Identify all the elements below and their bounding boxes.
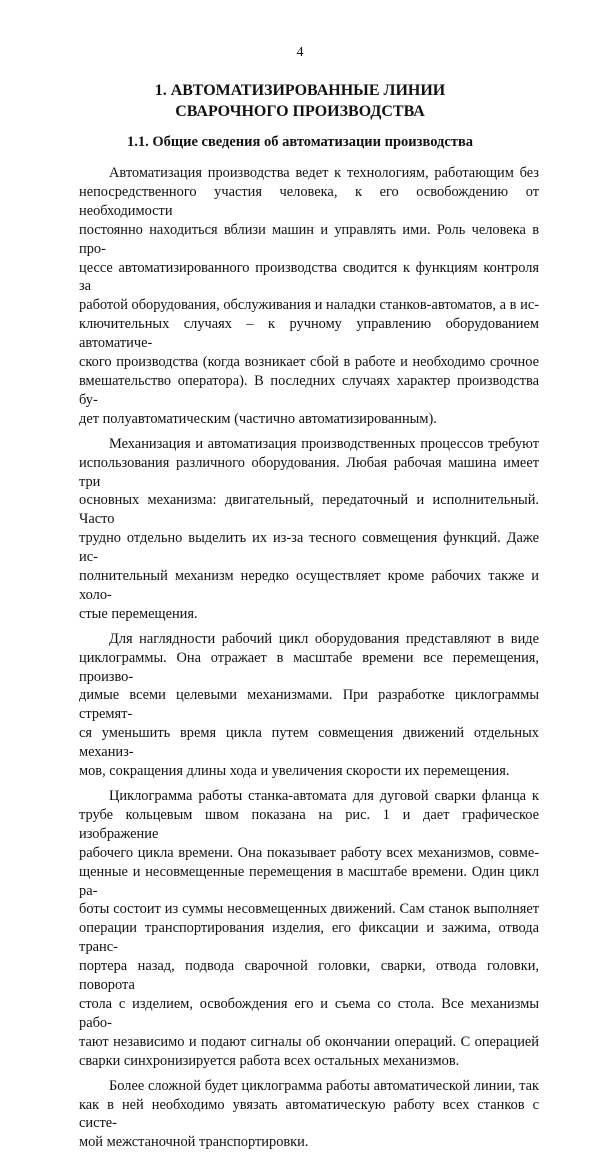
text-line: рабочего цикла времени. Она показывает работу всех механизмов, совме- [79,844,539,861]
text-line: димые всеми целевыми механизмами. При разработке циклограммы стремят- [79,687,539,723]
text-line: ся уменьшить время цикла путем совмещения движений отдельных механиз- [79,725,539,761]
text-line: использования различного оборудования. Любая рабочая машина имеет три [79,454,539,490]
chapter-title-line: 1. АВТОМАТИЗИРОВАННЫЕ ЛИНИИ [154,82,446,99]
text-line: постоянно находиться вблизи машин и управлять ими. Роль человека в про- [79,221,539,257]
text-line: вмешательство оператора). В последних случаях характер производства бу- [79,372,539,408]
text-line: как в ней необходимо увязать автоматическую работу всех станков с систе- [79,1096,539,1132]
text-line: операции транспортирования изделия, его фиксации и зажима, отвода транс- [79,920,539,956]
paragraph [79,787,539,1071]
text-line: основных механизма: двигательный, передаточный и исполнительный. Часто [79,492,539,528]
text-line: боты состоит из суммы несовмещенных движений. Сам станок выполняет [79,901,539,918]
text-line: стые перемещения. [79,605,198,622]
text-line: портера назад, подвода сварочной головки, сварки, отвода головки, поворота [79,958,539,994]
text-line: циклограммы. Она отражает в масштабе времени все перемещения, произво- [79,649,539,685]
paragraph [79,164,539,429]
text-line: полнительный механизм нередко осуществляет кроме рабочих также и холо- [79,568,539,603]
text-line: цессе автоматизированного производства сводится к функциям контроля за [79,259,539,295]
text-line: щенные и несовмещенные перемещения в масштабе времени. Один цикл ра- [79,863,539,899]
text-line: Циклограмма работы станка-автомата для дуговой сварки фланца к [109,788,539,804]
text-line: трубе кольцевым швом показана на рис. 1 и дает графическое изображение [79,806,539,842]
chapter-title-line: СВАРОЧНОГО ПРОИЗВОДСТВА [175,103,425,120]
text-line: работой оборудования, обслуживания и наладки станков-автоматов, а в ис- [79,297,539,314]
text-line: трудно отдельно выделить их из-за тесного совмещения функций. Даже ис- [79,530,539,566]
text-line: ключительных случаях – к ручному управлению оборудованием автоматиче- [79,316,539,352]
text-line: Автоматизация производства ведет к технологиям, работающим без [109,165,539,181]
paragraph [79,1077,539,1153]
text-line: мов, сокращения длины хода и увеличения скорости их перемещения. [79,763,510,780]
text-line: стола с изделием, освобождения его и съема со стола. Все механизмы рабо- [79,995,539,1031]
text-line: Более сложной будет циклограмма работы автоматической линии, так [109,1077,539,1094]
body-text [79,164,539,1158]
text-line: Для наглядности рабочий цикл оборудования представляют в виде [109,630,539,647]
text-line: дет полуавтоматическим (частично автоматизированным). [79,410,437,427]
text-line: непосредственного участия человека, к его освобождению от необходимости [79,183,539,219]
text-line: мой межстаночной транспортировки. [79,1134,309,1151]
text-line: ского производства (когда возникает сбой в работе и необходимо срочное [79,354,539,371]
text-line: сварки синхронизируется работа всех остальных механизмов. [79,1052,460,1069]
text-line: тают независимо и подают сигналы об окончании операций. С операцией [79,1033,539,1050]
section-title: 1.1. Общие сведения об автоматизации производства [126,134,474,150]
paragraph [79,435,539,624]
text-line: Механизация и автоматизация производственных процессов требуют [109,435,539,452]
page-number: 4 [296,45,304,60]
chapter-title [0,80,600,122]
paragraph [79,630,539,781]
